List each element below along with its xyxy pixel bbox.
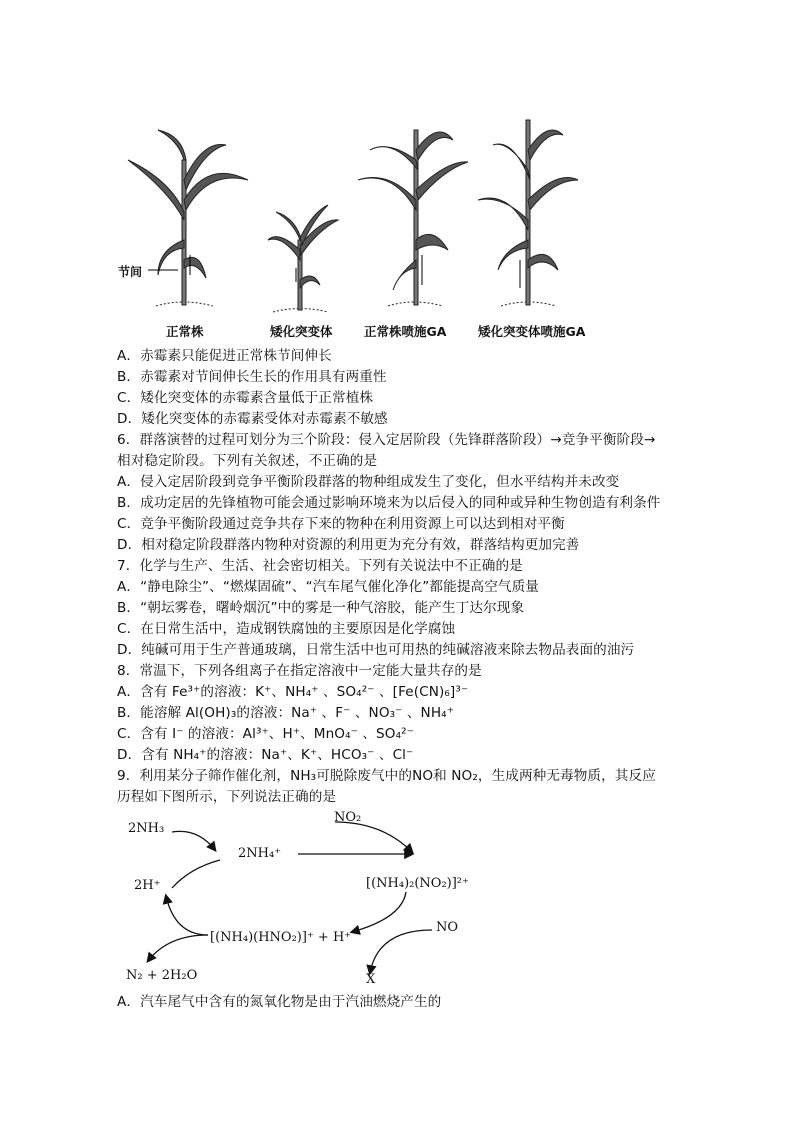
q8-option-c: C．含有 I⁻ 的溶液：Al³⁺、H⁺、MnO₄⁻ 、SO₄²⁻	[117, 726, 414, 742]
q8-option-d: D．含有 NH₄⁺的溶液：Na⁺、K⁺、HCO₃⁻ 、Cl⁻	[117, 747, 414, 763]
q9-option-a: A．汽车尾气中含有的氮氧化物是由于汽油燃烧产生的	[117, 994, 442, 1010]
q6-stem-line2: 相对稳定阶段。下列有关叙述，不正确的是	[117, 453, 378, 469]
q6-option-c: C．竞争平衡阶段通过竞争共存下来的物种在利用资源上可以达到相对平衡	[117, 516, 565, 532]
reaction-arrows	[120, 808, 480, 990]
scheme-products: N₂ + 2H₂O	[126, 968, 198, 983]
scheme-no: NO	[436, 920, 459, 935]
q5-option-a: A．赤霉素只能促进正常株节间伸长	[117, 348, 332, 364]
q7-stem: 7．化学与生产、生活、社会密切相关。下列有关说法中不正确的是	[117, 558, 523, 574]
q6-option-d: D．相对稳定阶段群落内物种对资源的利用更为充分有效，群落结构更加完善	[117, 537, 580, 553]
scheme-h-plus: 2H⁺	[134, 878, 161, 893]
q5-option-d: D．矮化突变体的赤霉素受体对赤霉素不敏感	[117, 411, 388, 427]
q6-option-b: B．成功定居的先锋植物可能会通过影响环境来为以后侵入的同种或异种生物创造有利条件	[117, 495, 661, 511]
q5-option-c: C．矮化突变体的赤霉素含量低于正常植株	[117, 390, 374, 406]
scheme-complex: [(NH₄)₂(NO₂)]²⁺	[366, 876, 469, 891]
q5-option-b: B．赤霉素对节间伸长生长的作用具有两重性	[117, 369, 387, 385]
reaction-scheme	[120, 808, 480, 990]
q9-stem-line2: 历程如下图所示，下列说法正确的是	[117, 789, 337, 805]
q7-option-a: A．“静电除尘”、“燃煤固硫”、“汽车尾气催化净化”都能提高空气质量	[117, 579, 539, 595]
plant-illustration	[108, 100, 608, 345]
plant-figure	[108, 100, 608, 345]
plant-label-dwarf-ga: 矮化突变体喷施GA	[478, 324, 586, 339]
plant-label-normal-ga: 正常株喷施GA	[364, 324, 447, 339]
plant-label-normal: 正常株	[166, 324, 204, 339]
plant-label-dwarf: 矮化突变体	[270, 324, 333, 339]
q8-option-b: B．能溶解 Al(OH)₃的溶液：Na⁺ 、F⁻ 、NO₃⁻ 、NH₄⁺	[117, 705, 454, 721]
q8-stem: 8．常温下，下列各组离子在指定溶液中一定能大量共存的是	[117, 663, 482, 679]
q7-option-b: B．“朝坛雾卷，曙岭烟沉”中的雾是一种气溶胶，能产生丁达尔现象	[117, 600, 525, 616]
scheme-intermediate: [(NH₄)(HNO₂)]⁺ + H⁺	[210, 930, 352, 945]
scheme-nh3: 2NH₃	[128, 821, 165, 836]
q7-option-c: C．在日常生活中，造成钢铁腐蚀的主要原因是化学腐蚀	[117, 621, 456, 637]
q6-stem-line1: 6．群落演替的过程可划分为三个阶段：侵入定居阶段（先锋群落阶段）→竞争平衡阶段→	[117, 432, 656, 448]
scheme-no2: NO₂	[334, 810, 362, 825]
q7-option-d: D．纯碱可用于生产普通玻璃，日常生活中也可用热的纯碱溶液来除去物品表面的油污	[117, 642, 635, 658]
q9-stem-line1: 9．利用某分子筛作催化剂，NH₃可脱除废气中的NO和 NO₂，生成两种无毒物质，其反应	[117, 768, 656, 784]
q6-option-a: A．侵入定居阶段到竞争平衡阶段群落的物种组成发生了变化，但水平结构并未改变	[117, 474, 620, 490]
scheme-nh4: 2NH₄⁺	[238, 846, 282, 861]
internode-label: 节间	[118, 265, 143, 279]
scheme-x: X	[366, 972, 376, 987]
q8-option-a: A．含有 Fe³⁺的溶液：K⁺、NH₄⁺ 、SO₄²⁻ 、[Fe(CN)₆]³⁻	[117, 684, 469, 700]
